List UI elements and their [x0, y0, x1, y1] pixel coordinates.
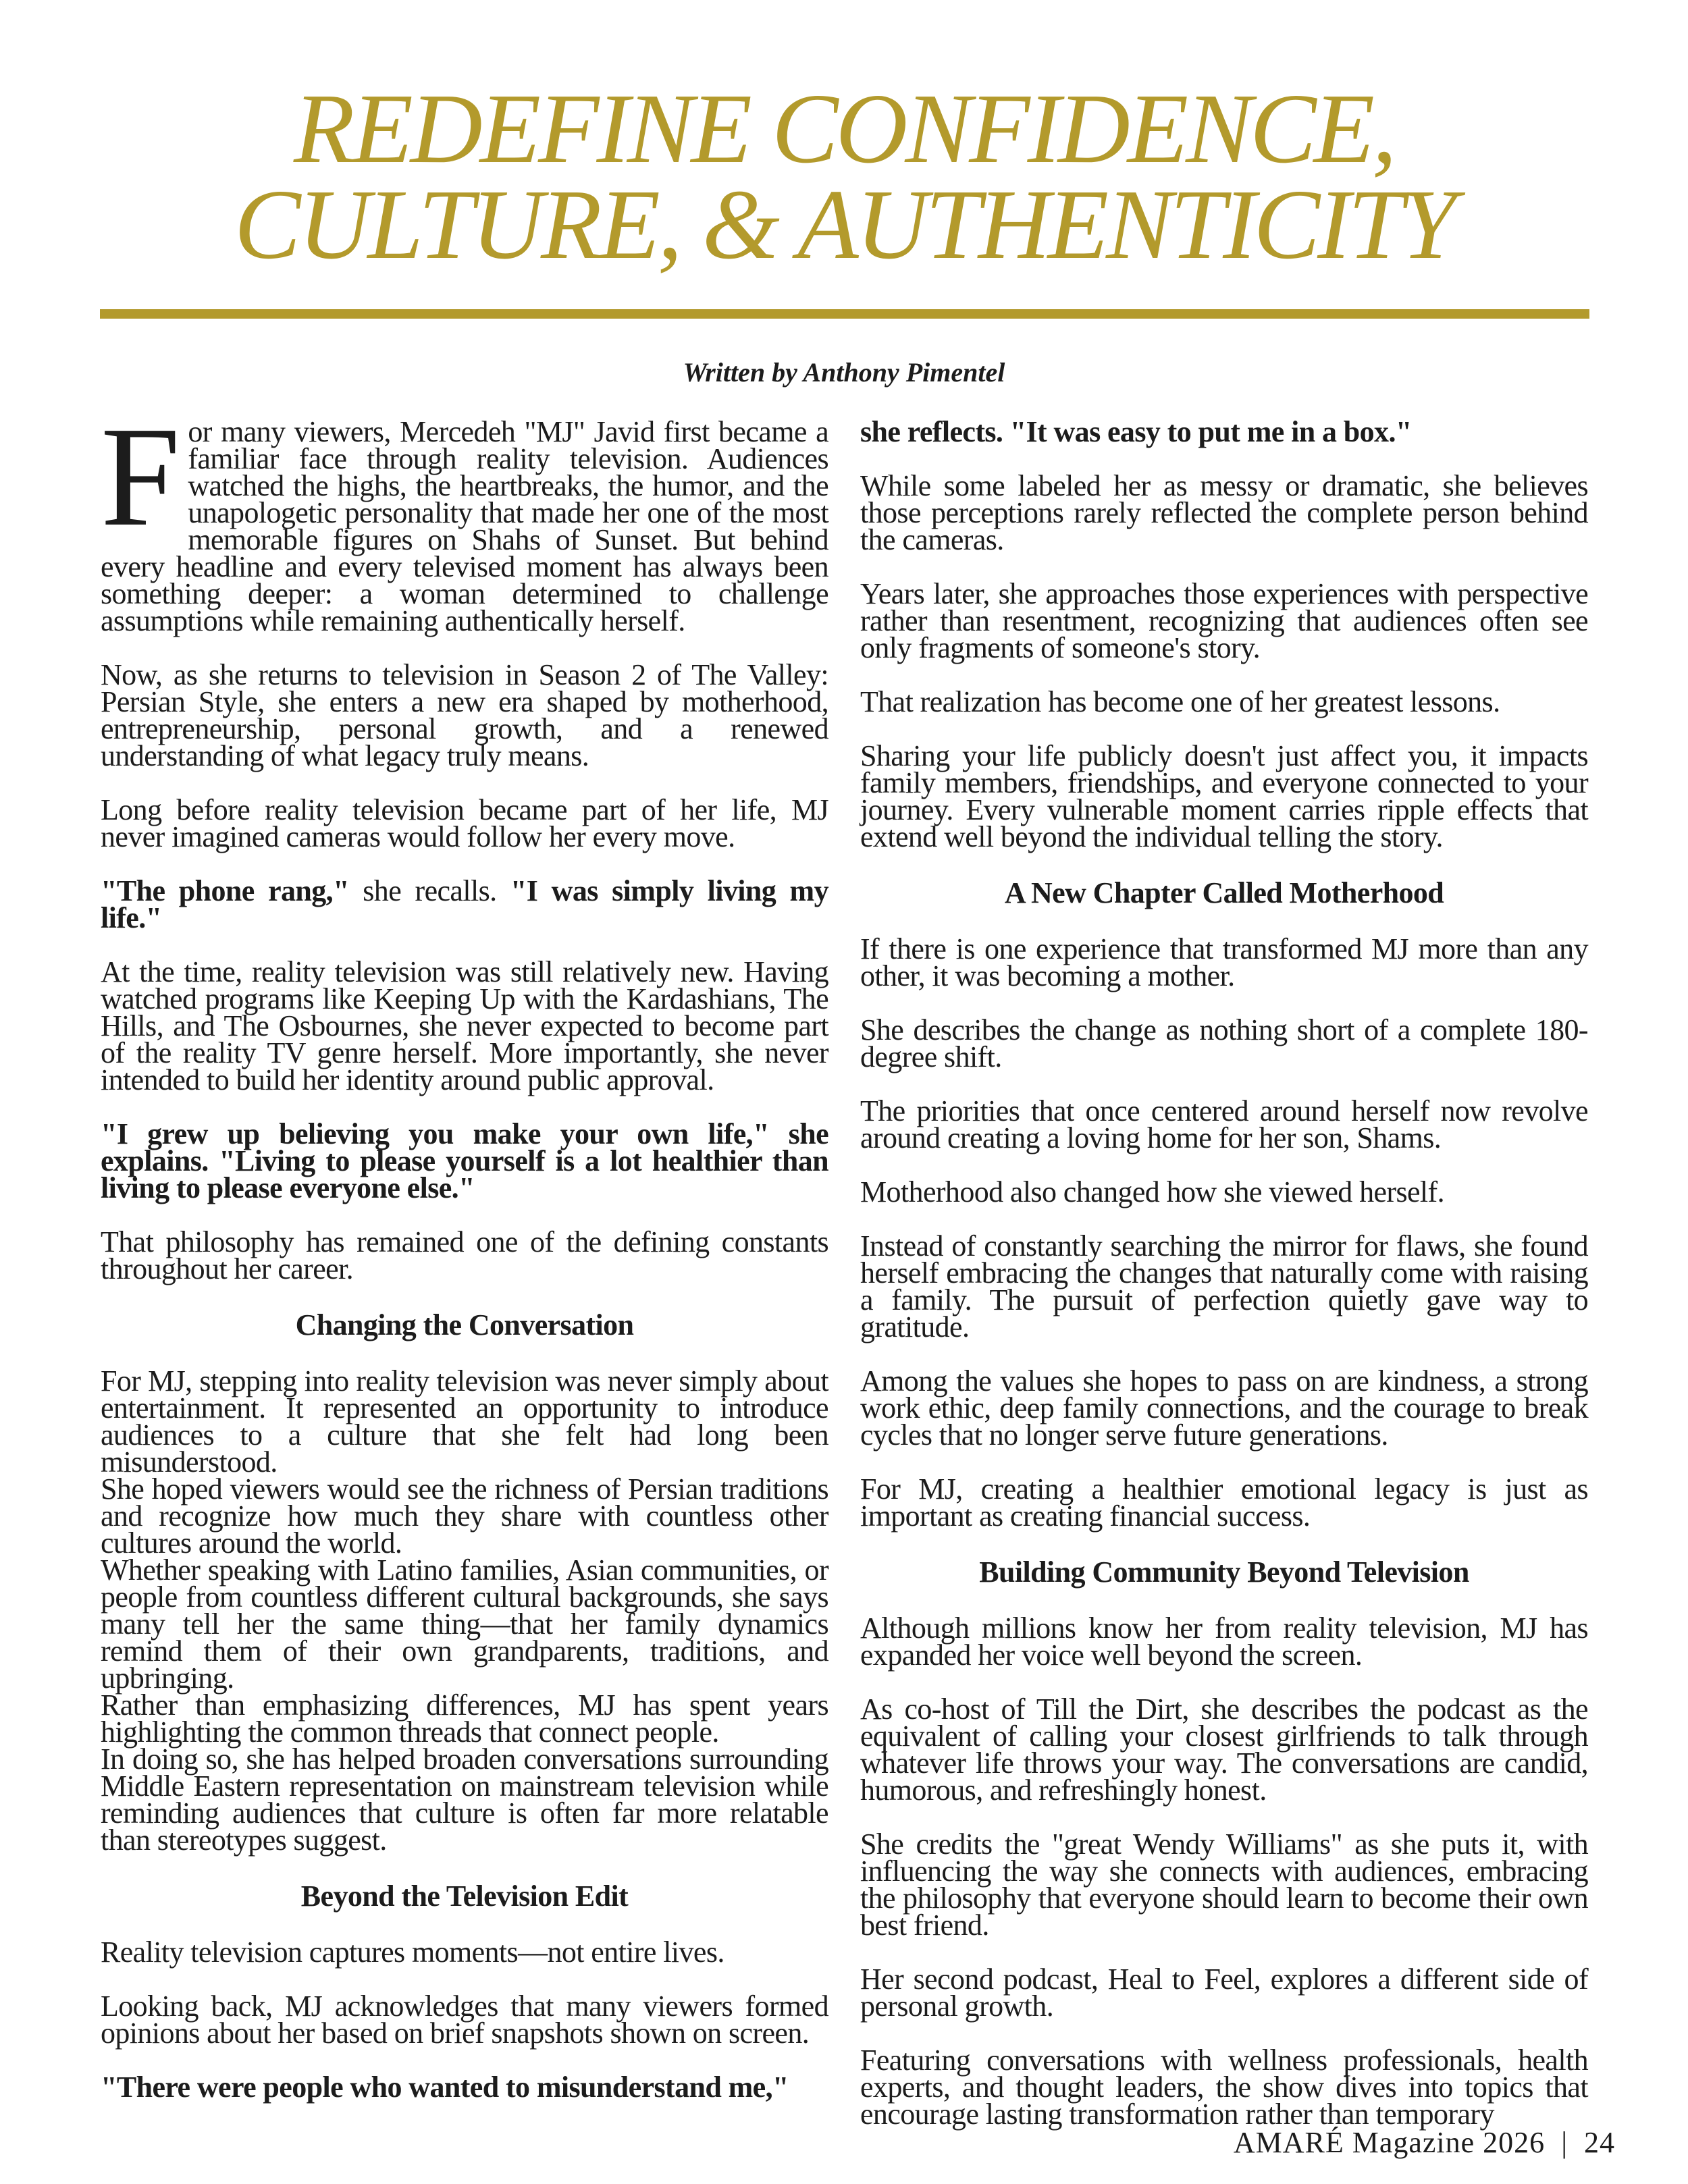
paragraph-values: Among the values she hopes to pass on are kindness, a strong work ethic, deep family connections, and the courage to break cycles that no longer serve future generations.	[860, 1364, 1588, 1451]
left-column	[101, 397, 828, 2104]
paragraph-philosophy: That philosophy has remained one of the defining constants throughout her career.	[101, 1225, 828, 1285]
paragraph-180-shift: She describes the change as nothing short of a complete 180-degree shift.	[860, 1013, 1588, 1073]
paragraph-legacy: For MJ, creating a healthier emotional legacy is just as important as creating financial success.	[860, 1472, 1588, 1533]
paragraph-reality-new: At the time, reality television was still relatively new. Having watched programs like Keeping Up with the Kardashians, The Hills, and The Osbournes, she never expected to become part of the reality TV genre herself. More importantly, she never intended to build her identity around public approval.	[101, 955, 828, 1096]
drop-cap: F	[101, 397, 180, 556]
quote-phone-rang-part2: "I was simply living my life."	[101, 874, 828, 934]
paragraph-viewed-herself: Motherhood also changed how she viewed herself.	[860, 1175, 1444, 1208]
paragraph-communities: Whether speaking with Latino families, Asian communities, or people from countless different cultural backgrounds, she says many tell her the same thing—that her family dynamics remind them of their own grandparents, traditions, and upbringing.	[101, 1553, 828, 1695]
title-divider-rule	[100, 309, 1589, 319]
page-footer	[1234, 2125, 1615, 2160]
quote-put-in-box: she reflects. "It was easy to put me in a box."	[860, 415, 1412, 448]
section-heading-beyond-edit: Beyond the Television Edit	[300, 1880, 629, 1913]
quote-phone-rang-part1: "The phone rang,"	[101, 874, 349, 907]
paragraph-moments: Reality television captures moments—not entire lives.	[101, 1936, 724, 1969]
footer-separator: |	[1561, 2126, 1568, 2159]
quote-phone-rang-attribution: she recalls.	[348, 874, 510, 907]
paragraph-beyond-screen: Although millions know her from reality television, MJ has expanded her voice well beyond the screen.	[860, 1612, 1588, 1672]
title-line-1: REDEFINE CONFIDENCE,	[293, 74, 1395, 184]
paragraph-sharing-life: Sharing your life publicly doesn't just affect you, it impacts family members, friendships, and everyone connected to your journey. Every vulnerable moment carries ripple effects that extend well beyond the individual telling the story.	[860, 739, 1588, 853]
quote-misunderstand: "There were people who wanted to misunderstand me,"	[101, 2071, 789, 2104]
paragraph-till-the-dirt: As co-host of Till the Dirt, she describes the podcast as the equivalent of calling your closest girlfriends to talk through whatever life throws your way. The conversations are candid, humorous, and refreshingly honest.	[860, 1693, 1588, 1807]
intro-paragraph	[101, 397, 828, 637]
quote-phone-rang	[101, 874, 828, 934]
paragraph-greatest-lessons: That realization has become one of her greatest lessons.	[860, 685, 1500, 718]
paragraph-persian-traditions: She hoped viewers would see the richness of Persian traditions and recognize how much they share with countless other cultures around the world.	[101, 1472, 828, 1560]
paragraph-common-threads: Rather than emphasizing differences, MJ has spent years highlighting the common threads that connect people.	[101, 1688, 828, 1749]
publication-name: AMARÉ Magazine 2026	[1233, 2126, 1546, 2159]
section-heading-changing-conversation: Changing the Conversation	[295, 1308, 634, 1341]
paragraph-messy-dramatic: While some labeled her as messy or dramatic, she believes those perceptions rarely reflected the complete person behind the cameras.	[860, 469, 1588, 556]
paragraph-priorities: The priorities that once centered around herself now revolve around creating a loving home for her son, Shams.	[860, 1094, 1588, 1154]
section-heading-motherhood: A New Chapter Called Motherhood	[1004, 876, 1444, 909]
paragraph-entertainment: For MJ, stepping into reality television was never simply about entertainment. It represented an opportunity to introduce audiences to a culture that she felt had long been misunderstood.	[101, 1364, 828, 1479]
byline: Written by Anthony Pimentel	[683, 357, 1005, 388]
paragraph-season-2: Now, as she returns to television in Season 2 of The Valley: Persian Style, she enters a new era shaped by motherhood, entrepreneurship, personal growth, and a renewed understanding of what legacy truly means.	[101, 658, 828, 772]
paragraph-wendy-williams: She credits the "great Wendy Williams" as she puts it, with influencing the way she connects with audiences, embracing the philosophy that everyone should learn to become their own best friend.	[860, 1828, 1588, 1942]
paragraph-representation: In doing so, she has helped broaden conversations surrounding Middle Eastern representation on mainstream television while reminding audiences that culture is often far more relatable than stereotypes suggest.	[101, 1742, 828, 1857]
right-column	[860, 415, 1588, 2131]
paragraph-wellness: Featuring conversations with wellness professionals, health experts, and thought leaders, the show dives into topics that encourage lasting transformation rather than temporary	[860, 2044, 1588, 2131]
section-heading-community: Building Community Beyond Television	[979, 1555, 1469, 1589]
paragraph-snapshots: Looking back, MJ acknowledges that many viewers formed opinions about her based on brief snapshots shown on screen.	[101, 1990, 828, 2050]
quote-make-your-own-life: "I grew up believing you make your own life," she explains. "Living to please yourself is a lot healthier than living to please everyone else."	[101, 1117, 828, 1204]
intro-text: or many viewers, Mercedeh "MJ" Javid first became a familiar face through reality television. Audiences watched the highs, the heartbreaks, the humor, and the unapologetic personality that made her one of the most memorable figures on Shahs of Sunset. But behind every headline and every televised moment has always been something deeper: a woman determined to challenge assumptions while remaining authentically herself.	[101, 415, 828, 637]
article-title	[68, 74, 1620, 280]
paragraph-heal-to-feel: Her second podcast, Heal to Feel, explores a different side of personal growth.	[860, 1963, 1588, 2023]
paragraph-becoming-mother: If there is one experience that transformed MJ more than any other, it was becoming a mother.	[860, 932, 1588, 992]
title-line-2: CULTURE, & AUTHENTICITY	[234, 169, 1454, 280]
paragraph-cameras: Long before reality television became part of her life, MJ never imagined cameras would follow her every move.	[101, 793, 828, 853]
paragraph-perspective: Years later, she approaches those experiences with perspective rather than resentment, recognizing that audiences often see only fragments of someone's story.	[860, 577, 1588, 664]
page-number: 24	[1584, 2126, 1615, 2159]
paragraph-mirror: Instead of constantly searching the mirror for flaws, she found herself embracing the changes that naturally come with raising a family. The pursuit of perfection quietly gave way to gratitude.	[860, 1229, 1588, 1343]
